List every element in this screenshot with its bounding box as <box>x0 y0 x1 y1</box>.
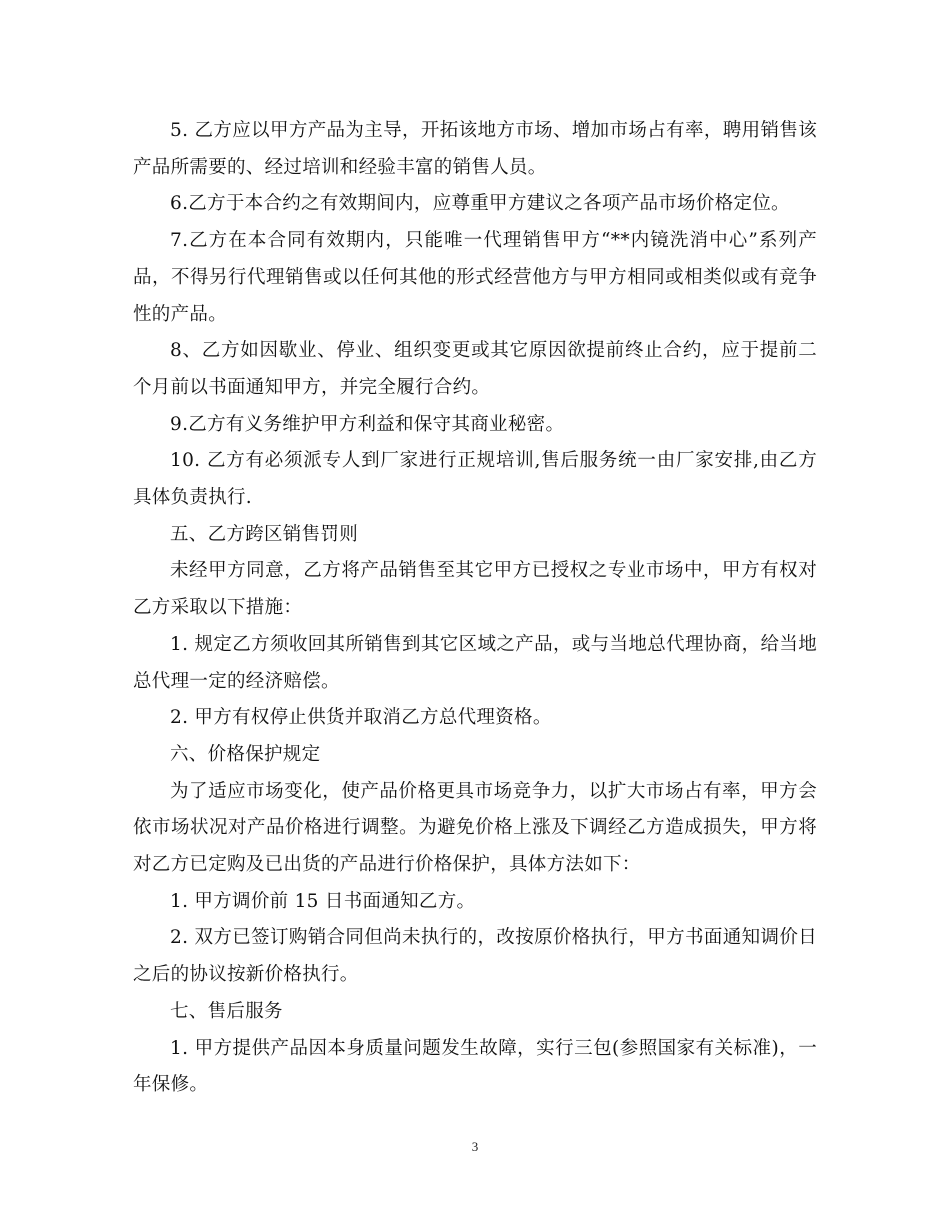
page-number: 3 <box>471 1139 479 1154</box>
clause-6: 6.乙方于本合约之有效期间内，应尊重甲方建议之各项产品市场价格定位。 <box>170 193 790 215</box>
section-7-item-1: 1. 甲方提供产品因本身质量问题发生故障，实行三包(参照国家有关标准)，一年保修。 <box>133 1037 817 1096</box>
section-6-intro: 为了适应市场变化，使产品价格更具市场竞争力，以扩大市场占有率，甲方会依市场状况对产品价格进行调整。为避免价格上涨及下调经乙方造成损失，甲方将对乙方已定购及已出货的产品进行价格保护，具体方法如下： <box>133 780 817 876</box>
section-heading-5: 五、乙方跨区销售罚则 <box>170 523 359 545</box>
section-5-item-1: 1. 规定乙方须收回其所销售到其它区域之产品，或与当地总代理协商，给当地总代理一定的经济赔偿。 <box>133 633 817 692</box>
clause-10: 10. 乙方有必须派专人到厂家进行正规培训,售后服务统一由厂家安排,由乙方具体负责执行. <box>133 450 817 509</box>
clause-7: 7.乙方在本合同有效期内，只能唯一代理销售甲方“**内镜洗消中心”系列产品，不得另行代理销售或以任何其他的形式经营他方与甲方相同或相类似或有竞争性的产品。 <box>133 230 817 325</box>
section-6-item-1: 1. 甲方调价前 15 日书面通知乙方。 <box>170 890 476 912</box>
document-body <box>133 113 817 1104</box>
clause-8: 8、乙方如因歇业、停业、组织变更或其它原因欲提前终止合约，应于提前二个月前以书面通知甲方，并完全履行合约。 <box>133 340 817 398</box>
section-6-item-2: 2. 双方已签订购销合同但尚未执行的，改按原价格执行，甲方书面通知调价日之后的协议按新价格执行。 <box>133 927 817 986</box>
clause-5: 5. 乙方应以甲方产品为主导，开拓该地方市场、增加市场占有率，聘用销售该产品所需要的、经过培训和经验丰富的销售人员。 <box>133 120 817 178</box>
section-heading-6: 六、价格保护规定 <box>170 743 321 765</box>
section-5-item-2: 2. 甲方有权停止供货并取消乙方总代理资格。 <box>170 707 552 729</box>
clause-9: 9.乙方有义务维护甲方利益和保守其商业秘密。 <box>170 413 565 435</box>
section-heading-7: 七、售后服务 <box>170 1000 283 1022</box>
section-5-intro: 未经甲方同意，乙方将产品销售至其它甲方已授权之专业市场中，甲方有权对乙方采取以下措施： <box>133 560 817 619</box>
